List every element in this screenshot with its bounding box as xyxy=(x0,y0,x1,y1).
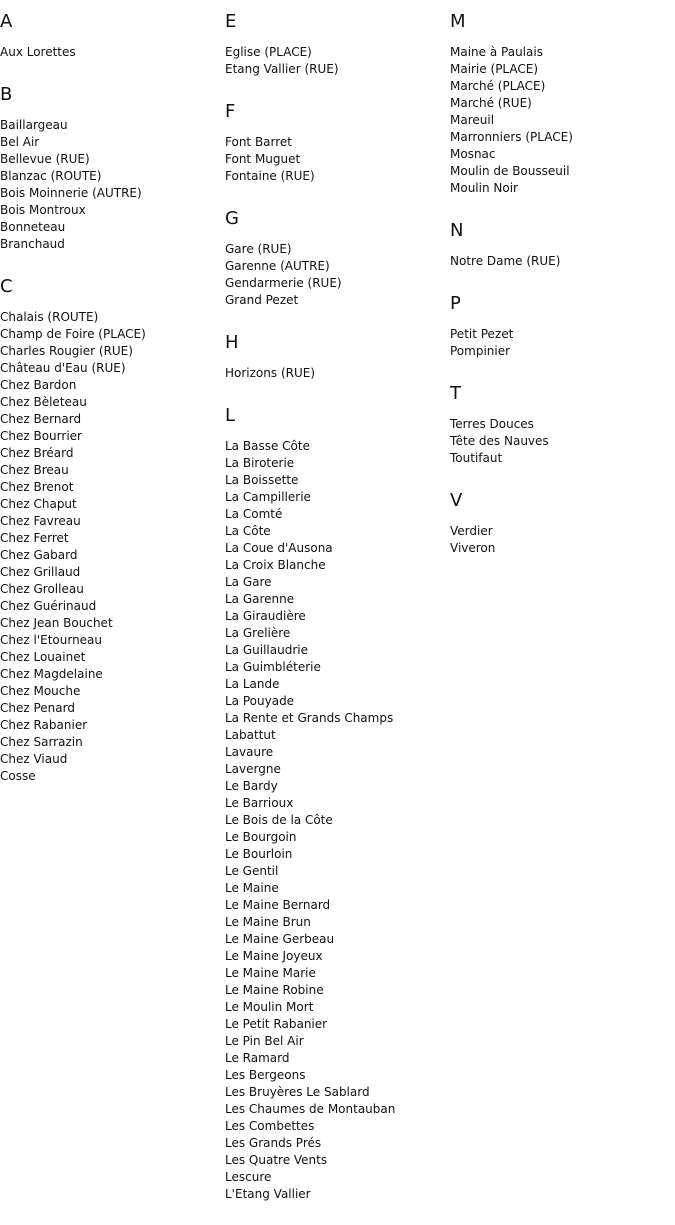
street-link[interactable]: La Gare xyxy=(225,575,272,589)
street-link[interactable]: Champ de Foire (PLACE) xyxy=(0,327,146,341)
street-link[interactable]: Les Bruyères Le Sablard xyxy=(225,1085,370,1099)
street-link[interactable]: Chez Chaput xyxy=(0,497,77,511)
street-link[interactable]: Mareuil xyxy=(450,113,495,127)
street-link[interactable]: Font Barret xyxy=(225,135,293,149)
street-link[interactable]: Le Moulin Mort xyxy=(225,1000,314,1014)
street-link[interactable]: La Garenne xyxy=(225,592,295,606)
letter-section xyxy=(450,292,672,360)
street-link[interactable]: Chez Grillaud xyxy=(0,565,81,579)
letter-section xyxy=(450,382,672,467)
street-link[interactable]: Le Maine Brun xyxy=(225,915,311,929)
street-link[interactable]: La Boissette xyxy=(225,473,299,487)
street-link[interactable]: Le Maine Marie xyxy=(225,966,316,980)
street-list xyxy=(450,253,672,270)
street-link[interactable]: Cosse xyxy=(0,769,36,783)
street-link[interactable]: Château d'Eau (RUE) xyxy=(0,361,126,375)
street-link[interactable]: Petit Pezet xyxy=(450,327,514,341)
letter-section xyxy=(225,331,447,382)
street-link[interactable]: Blanzac (ROUTE) xyxy=(0,169,102,183)
street-list xyxy=(225,241,447,309)
street-link[interactable]: Les Grands Prés xyxy=(225,1136,322,1150)
street-list xyxy=(0,309,222,785)
street-list xyxy=(450,44,672,197)
street-link[interactable]: L'Etang Vallier xyxy=(225,1187,311,1201)
section-letter-heading: H xyxy=(225,332,239,353)
street-link[interactable]: Chez l'Etourneau xyxy=(0,633,103,647)
street-link[interactable]: Le Bourgoin xyxy=(225,830,297,844)
street-list xyxy=(0,44,222,61)
street-link[interactable]: Moulin Noir xyxy=(450,181,518,195)
street-link[interactable]: Le Petit Rabanier xyxy=(225,1017,328,1031)
street-link[interactable]: Chez Penard xyxy=(0,701,75,715)
street-link[interactable]: Chez Bourrier xyxy=(0,429,82,443)
street-link[interactable]: Le Maine Joyeux xyxy=(225,949,323,963)
street-link[interactable]: Bois Montroux xyxy=(0,203,86,217)
street-link[interactable]: Moulin de Bousseuil xyxy=(450,164,570,178)
street-link[interactable]: La Grelière xyxy=(225,626,291,640)
street-link[interactable]: Chez Breau xyxy=(0,463,69,477)
street-list xyxy=(450,523,672,557)
street-link[interactable]: Le Maine Robine xyxy=(225,983,324,997)
street-list xyxy=(225,438,447,1203)
street-link[interactable]: La Campillerie xyxy=(225,490,311,504)
street-link[interactable]: Charles Rougier (RUE) xyxy=(0,344,133,358)
street-link[interactable]: Les Chaumes de Montauban xyxy=(225,1102,396,1116)
street-link[interactable]: Le Maine Bernard xyxy=(225,898,331,912)
street-link[interactable]: Le Maine Gerbeau xyxy=(225,932,335,946)
section-letter-heading: G xyxy=(225,208,239,229)
street-link[interactable]: Chez Louainet xyxy=(0,650,86,664)
street-link[interactable]: La Rente et Grands Champs xyxy=(225,711,394,725)
street-link[interactable]: Baillargeau xyxy=(0,118,68,132)
street-link[interactable]: Marché (PLACE) xyxy=(450,79,546,93)
street-link[interactable]: Bel Air xyxy=(0,135,40,149)
street-link[interactable]: Branchaud xyxy=(0,237,65,251)
letter-section xyxy=(225,100,447,185)
street-link[interactable]: Labattut xyxy=(225,728,276,742)
letter-section xyxy=(0,83,222,253)
street-link[interactable]: Lavaure xyxy=(225,745,274,759)
street-link[interactable]: Les Combettes xyxy=(225,1119,315,1133)
letter-section xyxy=(450,10,672,197)
street-link[interactable]: Gendarmerie (RUE) xyxy=(225,276,342,290)
street-link[interactable]: Chez Bèleteau xyxy=(0,395,87,409)
section-letter-heading: C xyxy=(0,276,13,297)
street-link[interactable]: Chez Bardon xyxy=(0,378,77,392)
section-letter-heading: M xyxy=(450,11,466,32)
street-list xyxy=(225,44,447,78)
street-link[interactable]: La Croix Blanche xyxy=(225,558,326,572)
street-link[interactable]: Grand Pezet xyxy=(225,293,299,307)
street-link[interactable]: Bonneteau xyxy=(0,220,66,234)
letter-section xyxy=(450,219,672,270)
street-link[interactable]: Font Muguet xyxy=(225,152,301,166)
street-link[interactable]: La Basse Côte xyxy=(225,439,310,453)
street-link[interactable]: La Coue d'Ausona xyxy=(225,541,333,555)
street-link[interactable]: Le Barrioux xyxy=(225,796,294,810)
street-link[interactable]: La Pouyade xyxy=(225,694,295,708)
street-link[interactable]: La Biroterie xyxy=(225,456,295,470)
street-link[interactable]: Le Bourloin xyxy=(225,847,293,861)
street-link[interactable]: La Côte xyxy=(225,524,271,538)
street-link[interactable]: Terres Douces xyxy=(450,417,534,431)
section-letter-heading: A xyxy=(0,11,13,32)
section-letter-heading: E xyxy=(225,11,237,32)
street-link[interactable]: Chez Bernard xyxy=(0,412,82,426)
section-letter-heading: F xyxy=(225,101,236,122)
street-list xyxy=(0,117,222,253)
street-link[interactable]: Verdier xyxy=(450,524,493,538)
street-link[interactable]: Le Maine xyxy=(225,881,279,895)
street-link[interactable]: Maine à Paulais xyxy=(450,45,543,59)
street-link[interactable]: Le Bardy xyxy=(225,779,278,793)
letter-section xyxy=(0,10,222,61)
section-letter-heading: B xyxy=(0,84,13,105)
street-link[interactable]: Toutifaut xyxy=(450,451,503,465)
street-link[interactable]: Mosnac xyxy=(450,147,496,161)
letter-section xyxy=(225,404,447,1203)
section-letter-heading: L xyxy=(225,405,236,426)
street-link[interactable]: Chez Bréard xyxy=(0,446,74,460)
street-link[interactable]: Horizons (RUE) xyxy=(225,366,316,380)
street-link[interactable]: Le Gentil xyxy=(225,864,279,878)
street-link[interactable]: Pompinier xyxy=(450,344,511,358)
street-link[interactable]: Notre Dame (RUE) xyxy=(450,254,561,268)
street-link[interactable]: Tête des Nauves xyxy=(450,434,549,448)
street-link[interactable]: La Lande xyxy=(225,677,280,691)
letter-section xyxy=(225,207,447,309)
street-list xyxy=(225,134,447,185)
street-link[interactable]: Etang Vallier (RUE) xyxy=(225,62,339,76)
letter-section xyxy=(0,275,222,785)
section-letter-heading: P xyxy=(450,293,461,314)
street-link[interactable]: Fontaine (RUE) xyxy=(225,169,315,183)
letter-section xyxy=(225,10,447,78)
street-link[interactable]: Chalais (ROUTE) xyxy=(0,310,99,324)
street-link[interactable]: La Guimbléterie xyxy=(225,660,321,674)
street-link[interactable]: Mairie (PLACE) xyxy=(450,62,539,76)
index-column-2 xyxy=(225,10,447,1225)
street-link[interactable]: La Comté xyxy=(225,507,283,521)
street-link[interactable]: Lavergne xyxy=(225,762,281,776)
street-link[interactable]: Chez Magdelaine xyxy=(0,667,103,681)
street-link[interactable]: Chez Jean Bouchet xyxy=(0,616,113,630)
street-link[interactable]: Chez Rabanier xyxy=(0,718,88,732)
street-link[interactable]: Les Bergeons xyxy=(225,1068,306,1082)
street-link[interactable]: Le Bois de la Côte xyxy=(225,813,333,827)
section-letter-heading: V xyxy=(450,490,463,511)
street-link[interactable]: Les Quatre Vents xyxy=(225,1153,328,1167)
street-list xyxy=(225,365,447,382)
street-link[interactable]: Eglise (PLACE) xyxy=(225,45,312,59)
street-link[interactable]: Aux Lorettes xyxy=(0,45,76,59)
street-link[interactable]: Le Pin Bel Air xyxy=(225,1034,304,1048)
street-link[interactable]: Marché (RUE) xyxy=(450,96,532,110)
street-list xyxy=(450,326,672,360)
street-link[interactable]: Chez Guérinaud xyxy=(0,599,97,613)
street-link[interactable]: Le Ramard xyxy=(225,1051,290,1065)
index-column-1 xyxy=(0,10,222,807)
letter-section xyxy=(450,489,672,557)
index-column-3 xyxy=(450,10,672,579)
section-letter-heading: N xyxy=(450,220,464,241)
section-letter-heading: T xyxy=(450,383,461,404)
street-link[interactable]: La Giraudière xyxy=(225,609,306,623)
street-link[interactable]: Chez Grolleau xyxy=(0,582,84,596)
street-link[interactable]: Chez Ferret xyxy=(0,531,69,545)
street-link[interactable]: Chez Gabard xyxy=(0,548,78,562)
street-link[interactable]: La Guillaudrie xyxy=(225,643,308,657)
street-link[interactable]: Chez Viaud xyxy=(0,752,68,766)
street-link[interactable]: Chez Favreau xyxy=(0,514,81,528)
street-link[interactable]: Marronniers (PLACE) xyxy=(450,130,573,144)
street-link[interactable]: Chez Sarrazin xyxy=(0,735,83,749)
street-link[interactable]: Gare (RUE) xyxy=(225,242,292,256)
street-link[interactable]: Garenne (AUTRE) xyxy=(225,259,330,273)
street-link[interactable]: Chez Brenot xyxy=(0,480,74,494)
street-link[interactable]: Lescure xyxy=(225,1170,272,1184)
street-link[interactable]: Bois Moinnerie (AUTRE) xyxy=(0,186,142,200)
street-link[interactable]: Chez Mouche xyxy=(0,684,81,698)
street-list xyxy=(450,416,672,467)
street-link[interactable]: Bellevue (RUE) xyxy=(0,152,90,166)
street-link[interactable]: Viveron xyxy=(450,541,496,555)
